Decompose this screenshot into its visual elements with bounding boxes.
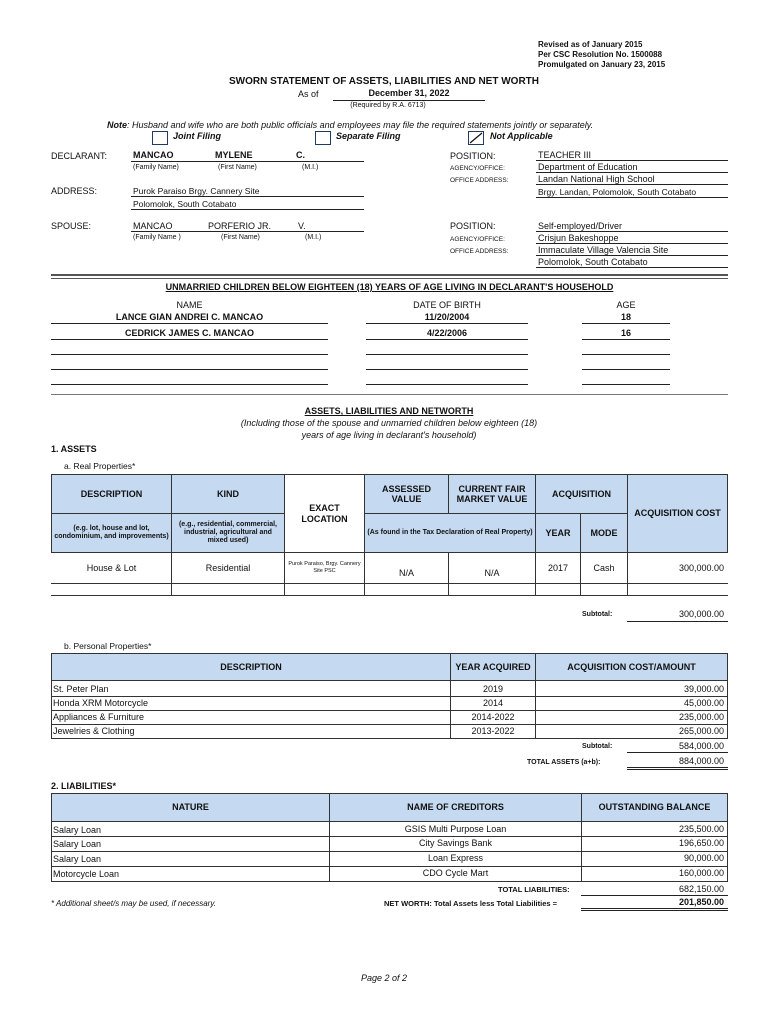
personal-cost-header: ACQUISITION COST/AMOUNT [535, 653, 728, 681]
real-row-assessed: N/A [398, 568, 414, 578]
total-liabilities-label: TOTAL LIABILITIES: [498, 885, 570, 894]
resolution-text: Per CSC Resolution No. 1500088 [538, 50, 663, 59]
child-name: CEDRICK JAMES C. MANCAO [124, 328, 254, 338]
liab-row-creditor: City Savings Bank [418, 838, 493, 848]
section-divider [51, 274, 728, 276]
net-worth: 201,850.00 [678, 897, 724, 907]
child-age: 18 [620, 312, 631, 322]
separate-filing-label: Separate Filing [336, 131, 401, 141]
liab-row-creditor: CDO Cycle Mart [422, 868, 489, 878]
note-text: : Husband and wife who are both public officials and employees may file the required statements jointly or separately. [127, 120, 594, 130]
spouse-office-line2: Polomolok, South Cotabato [538, 257, 648, 267]
child-name: LANCE GIAN ANDREI C. MANCAO [115, 312, 264, 322]
real-row-year: 2017 [547, 563, 569, 573]
additional-note: * Additional sheet/s may be used, if necessary. [51, 899, 216, 908]
liab-creditors-header: NAME OF CREDITORS [329, 793, 582, 822]
declarant-label: DECLARANT: [51, 151, 108, 161]
real-acquisition-header: ACQUISITION [535, 474, 628, 514]
note [107, 120, 593, 130]
liab-row-balance: 160,000.00 [678, 868, 724, 878]
declarant-mi: C. [296, 150, 305, 160]
real-row-description: House & Lot [86, 563, 137, 573]
net-worth-label: NET WORTH: Total Assets less Total Liabilities = [384, 899, 558, 908]
personal-row-description: St. Peter Plan [53, 684, 109, 694]
liab-row-nature: Motorcycle Loan [53, 869, 120, 879]
as-of-label: As of [298, 89, 319, 99]
spouse-position-label: POSITION: [450, 221, 496, 231]
alnw-subtitle2: years of age living in declarant's household) [301, 430, 477, 440]
liab-row-creditor: GSIS Multi Purpose Loan [404, 824, 507, 834]
required-by: (Required by R.A. 6713) [350, 102, 426, 109]
real-kind-header: KIND [171, 474, 285, 514]
personal-row-description: Honda XRM Motorcycle [53, 698, 149, 708]
children-age-header: AGE [616, 300, 636, 310]
real-row-fair: N/A [484, 568, 500, 578]
office-address-label: OFFICE ADDRESS: [450, 177, 509, 184]
real-kind-note: (e.g., residential, commercial, industrial, agricultural and mixed used) [171, 513, 285, 553]
declarant-family-caption: (Family Name) [133, 164, 179, 171]
real-subtotal-label: Subtotal: [582, 611, 613, 618]
personal-properties-heading: b. Personal Properties* [64, 641, 152, 651]
declarant-mi-caption: (M.I.) [302, 164, 319, 171]
liab-nature-header: NATURE [51, 793, 330, 822]
personal-row-description: Appliances & Furniture [53, 712, 145, 722]
liab-row-nature: Salary Loan [53, 825, 102, 835]
liab-row-creditor: Loan Express [427, 853, 484, 863]
personal-row-year: 2014 [482, 698, 504, 708]
total-assets-label: TOTAL ASSETS (a+b): [527, 759, 601, 766]
declarant-family-name: MANCAO [133, 150, 174, 160]
real-desc-header: DESCRIPTION [51, 474, 172, 514]
child-dob: 4/22/2006 [426, 328, 468, 338]
real-assessed-header: ASSESSED VALUE [364, 474, 449, 514]
declarant-first-name: MYLENE [215, 150, 253, 160]
declarant-position: TEACHER III [538, 150, 592, 160]
as-of-date: December 31, 2022 [368, 88, 450, 98]
spouse-first-name: PORFERIO JR. [208, 221, 272, 231]
total-liabilities: 682,150.00 [678, 884, 724, 894]
personal-row-cost: 39,000.00 [683, 684, 724, 694]
joint-filing-label: Joint Filing [173, 131, 221, 141]
declarant-office-line1: Landan National High School [538, 174, 655, 184]
declarant-office-line2: Brgy. Landan, Polomolok, South Cotabato [538, 187, 697, 197]
not-applicable-checkbox[interactable] [468, 131, 484, 145]
agency-label: AGENCY/OFFICE: [450, 165, 505, 172]
address-line2: Polomolok, South Cotabato [133, 199, 237, 209]
spouse-agency: Crisjun Bakeshoppe [538, 233, 619, 243]
address-line1: Purok Paraiso Brgy. Cannery Site [133, 186, 260, 196]
real-fair-header: CURRENT FAIR MARKET VALUE [448, 474, 536, 514]
personal-row-cost: 265,000.00 [678, 726, 724, 736]
personal-row-year: 2019 [482, 684, 504, 694]
real-row-location: Purok Paraiso, Brgy. Cannery Site PSC [288, 561, 361, 574]
not-applicable-label: Not Applicable [490, 131, 553, 141]
spouse-office-line1: Immaculate Village Valencia Site [538, 245, 669, 255]
real-subtotal: 300,000.00 [678, 609, 724, 619]
liab-row-balance: 196,650.00 [678, 838, 724, 848]
address-label: ADDRESS: [51, 186, 98, 196]
real-cost-header: ACQUISITION COST [627, 474, 728, 553]
personal-row-cost: 235,000.00 [678, 712, 724, 722]
spouse-family-name: MANCAO [133, 221, 173, 231]
children-dob-header: DATE OF BIRTH [413, 300, 481, 310]
real-location-header: EXACT LOCATION [284, 474, 365, 553]
children-name-header: NAME [176, 300, 203, 310]
declarant-first-caption: (First Name) [218, 164, 257, 171]
real-desc-note: (e.g. lot, house and lot, condominium, and improvements) [51, 513, 172, 553]
real-row-cost: 300,000.00 [678, 563, 724, 573]
assets-heading: 1. ASSETS [51, 444, 97, 454]
spouse-position: Self-employed/Driver [538, 221, 623, 231]
real-mode-header: MODE [580, 513, 628, 553]
page-number: Page 2 of 2 [360, 973, 408, 983]
child-dob: 11/20/2004 [424, 312, 470, 322]
real-properties-heading: a. Real Properties* [64, 461, 136, 471]
spouse-mi-caption: (M.I.) [305, 234, 322, 241]
children-title: UNMARRIED CHILDREN BELOW EIGHTEEN (18) YEARS OF AGE LIVING IN DECLARANT'S HOUSEHOLD [165, 282, 614, 292]
personal-row-year: 2014-2022 [471, 712, 515, 722]
personal-desc-header: DESCRIPTION [51, 653, 451, 681]
spouse-family-caption: (Family Name ) [133, 234, 181, 241]
total-assets: 884,000.00 [678, 756, 724, 766]
liab-balance-header: OUTSTANDING BALANCE [581, 793, 728, 822]
revised-text: Revised as of January 2015 [538, 40, 643, 49]
page-title: SWORN STATEMENT OF ASSETS, LIABILITIES AND NET WORTH [229, 76, 539, 87]
promulgated-text: Promulgated on January 23, 2015 [538, 60, 666, 69]
separate-filing-checkbox[interactable] [315, 131, 331, 145]
alnw-title: ASSETS, LIABILITIES AND NETWORTH [304, 406, 474, 416]
declarant-agency: Department of Education [538, 162, 638, 172]
liab-row-balance: 90,000.00 [683, 853, 724, 863]
real-row-mode: Cash [593, 563, 615, 573]
spouse-first-caption: (First Name) [221, 234, 260, 241]
real-row-kind: Residential [205, 563, 251, 573]
personal-subtotal-label: Subtotal: [582, 743, 613, 750]
liab-row-balance: 235,500.00 [678, 824, 724, 834]
real-year-header: YEAR [535, 513, 581, 553]
note-label: Note [107, 120, 127, 130]
liab-row-nature: Salary Loan [53, 839, 102, 849]
spouse-agency-label: AGENCY/OFFICE: [450, 236, 505, 243]
position-label: POSITION: [450, 151, 496, 161]
spouse-mi: V. [298, 221, 306, 231]
personal-row-description: Jewelries & Clothing [53, 726, 135, 736]
personal-year-header: YEAR ACQUIRED [450, 653, 536, 681]
check-slash-icon [469, 132, 483, 144]
spouse-office-address-label: OFFICE ADDRESS: [450, 248, 509, 255]
child-age: 16 [620, 328, 631, 338]
liabilities-heading: 2. LIABILITIES* [51, 781, 117, 791]
spouse-label: SPOUSE: [51, 221, 92, 231]
revision-info [538, 40, 665, 70]
personal-subtotal: 584,000.00 [678, 741, 724, 751]
liab-row-nature: Salary Loan [53, 854, 102, 864]
alnw-subtitle1: (Including those of the spouse and unmarried children below eighteen (18) [240, 418, 538, 428]
joint-filing-checkbox[interactable] [152, 131, 168, 145]
personal-row-year: 2013-2022 [471, 726, 515, 736]
real-tax-note: (As found in the Tax Declaration of Real Property) [364, 513, 536, 553]
personal-row-cost: 45,000.00 [683, 698, 724, 708]
